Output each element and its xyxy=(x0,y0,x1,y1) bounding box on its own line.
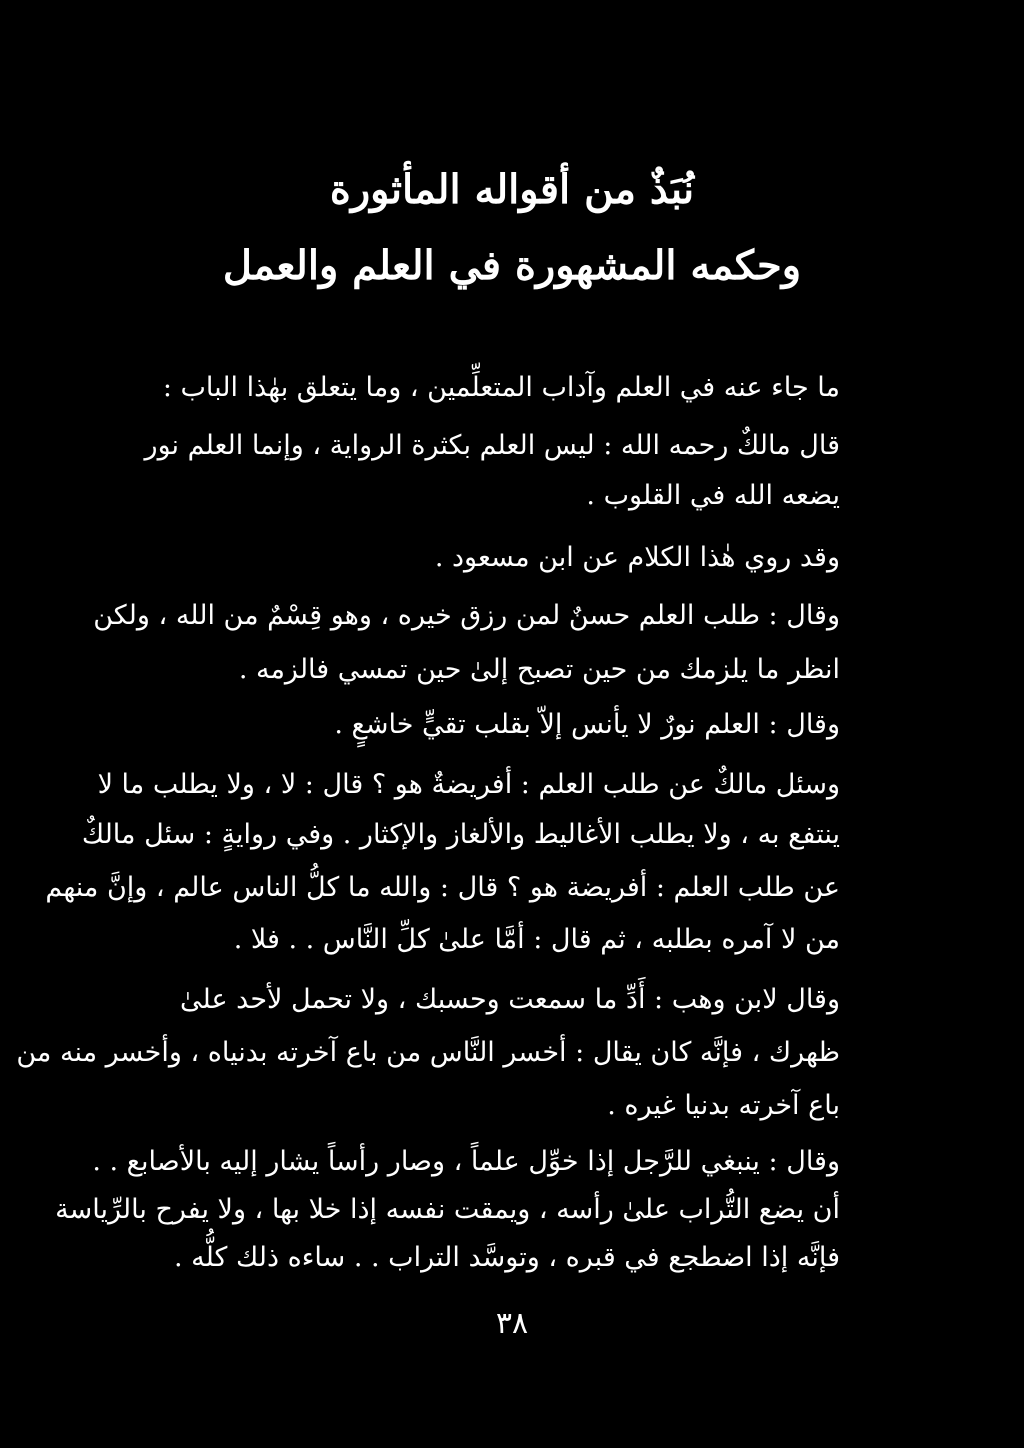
text-line: يضعه الله في القلوب . xyxy=(586,480,840,511)
text-line: ينتفع به ، ولا يطلب الأغاليط والألغاز والإكثار . وفي روايةٍ : سئل مالكٌ xyxy=(81,819,840,850)
text-line: باع آخرته بدنيا غيره . xyxy=(607,1090,840,1121)
text-line: عن طلب العلم : أفريضة هو ؟ قال : والله ما كلُّ الناس عالم ، وإنَّ منهم xyxy=(45,872,840,903)
page-subtitle: وحكمه المشهورة في العلم والعمل xyxy=(222,242,802,289)
text-line: وقال لابن وهب : أَدِّ ما سمعت وحسبك ، ولا تحمل لأحد علىٰ xyxy=(180,984,840,1015)
page-title: نُبَذٌ من أقواله المأثورة xyxy=(329,166,695,213)
text-line: وقال : ينبغي للرَّجل إذا خوِّل علماً ، وصار رأساً يشار إليه بالأصابع . . xyxy=(92,1146,840,1177)
text-line: وسئل مالكٌ عن طلب العلم : أفريضةٌ هو ؟ قال : لا ، ولا يطلب ما لا xyxy=(97,769,840,800)
text-line: ظهرك ، فإنَّه كان يقال : أخسر النَّاس من باع آخرته بدنياه ، وأخسر منه من xyxy=(16,1037,840,1068)
text-line: من لا آمره بطلبه ، ثم قال : أمَّا علىٰ كلِّ النَّاس . . فلا . xyxy=(233,924,840,955)
text-line: وقال : العلم نورٌ لا يأنس إلاّ بقلب تقيٍّ خاشعٍ . xyxy=(334,709,840,740)
text-line: ما جاء عنه في العلم وآداب المتعلِّمين ، وما يتعلق بهٰذا الباب : xyxy=(162,372,840,403)
text-line: وقال : طلب العلم حسنٌ لمن رزق خيره ، وهو قِسْمٌ من الله ، ولكن xyxy=(93,600,840,631)
text-line: فإنَّه إذا اضطجع في قبره ، وتوسَّد التراب . . ساءه ذلك كلُّه . xyxy=(173,1242,840,1273)
text-line: أن يضع التُّراب علىٰ رأسه ، ويمقت نفسه إذا خلا بها ، ولا يفرح بالرِّياسة xyxy=(55,1194,840,1225)
text-line: انظر ما يلزمك من حين تصبح إلىٰ حين تمسي فالزمه . xyxy=(238,654,840,685)
text-line: وقد روي هٰذا الكلام عن ابن مسعود . xyxy=(434,542,840,573)
page-number: ٣٨ xyxy=(495,1306,529,1341)
text-line: قال مالكٌ رحمه الله : ليس العلم بكثرة الرواية ، وإنما العلم نور xyxy=(144,430,840,461)
